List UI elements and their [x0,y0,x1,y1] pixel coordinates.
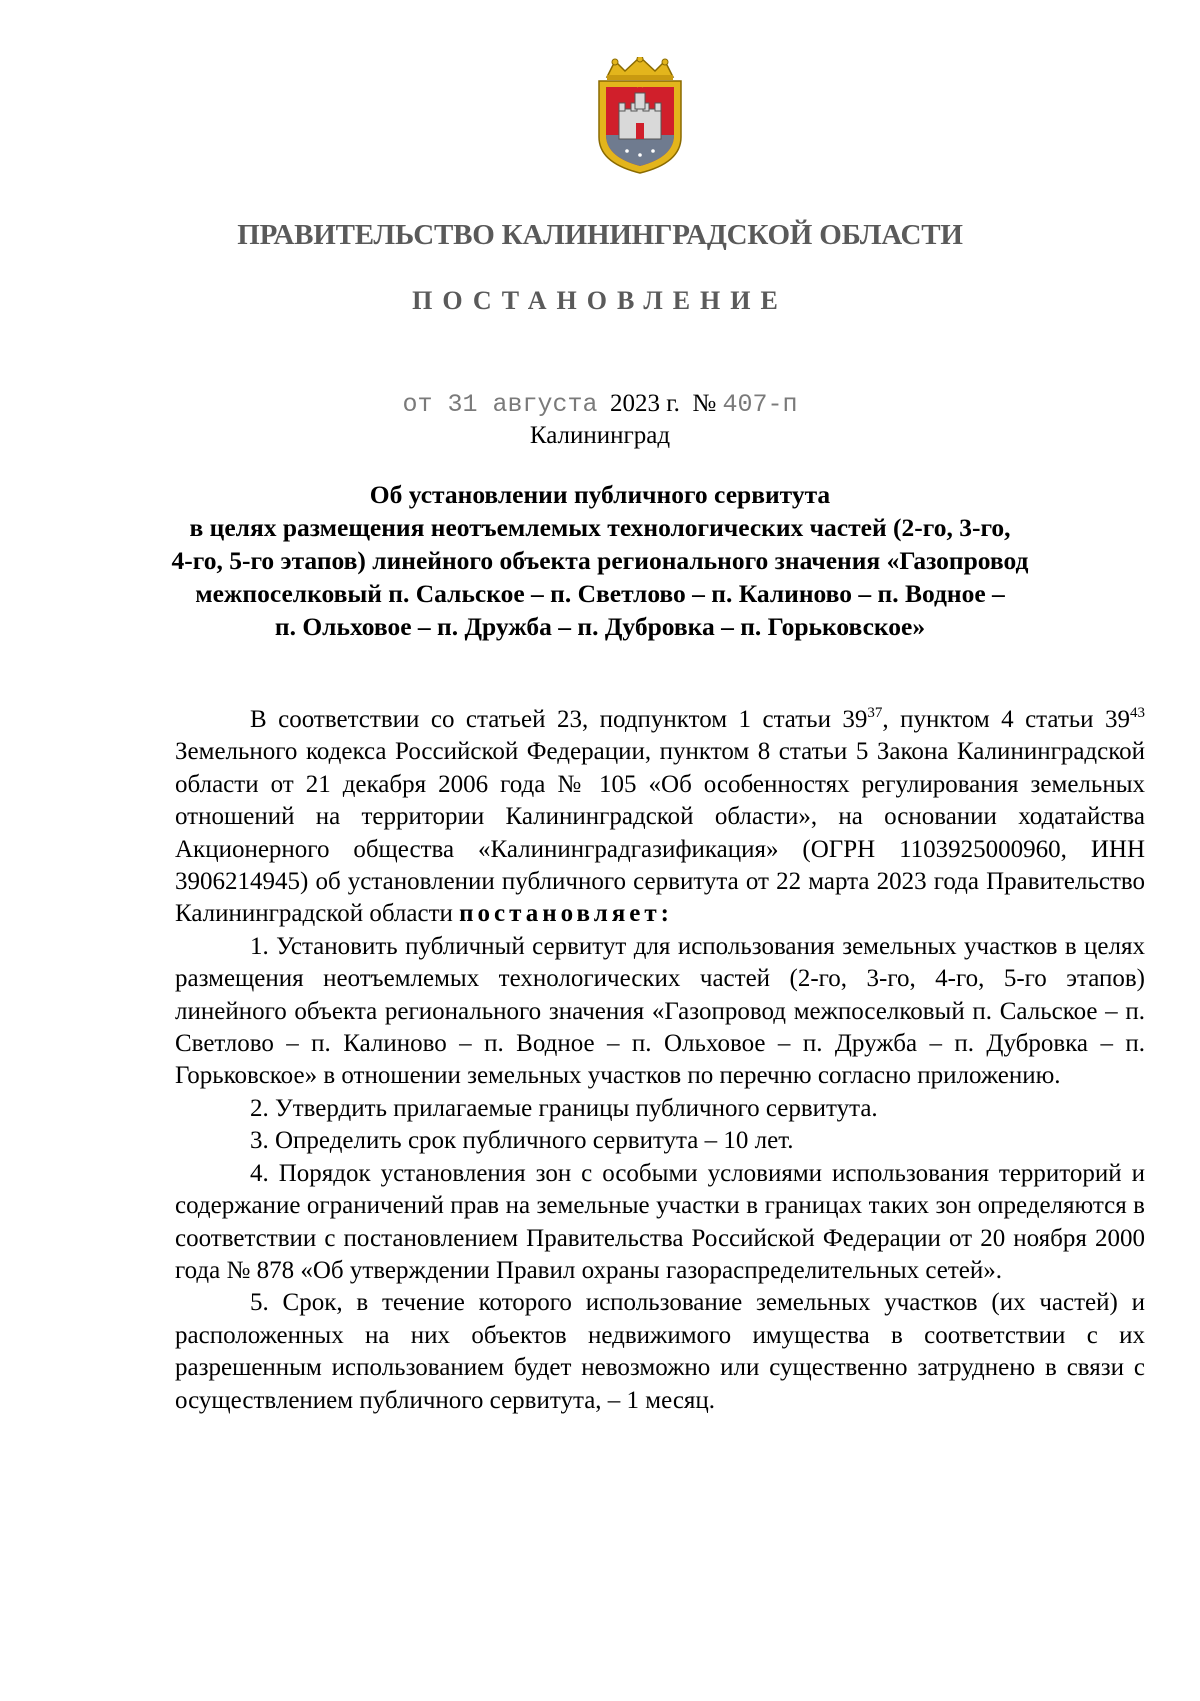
resolves-word: постановляет: [459,900,673,928]
item-5: 5. Срок, в течение которого использование земельных участков (их частей) и расположенных на них объектов недвижимого имущества в соответствии с их разрешенным использованием будет невозможно или существенно затруднено в связи с осуществлением публичного сервитута, – 1 месяц. [175,1289,1145,1414]
item-1: 1. Установить публичный сервитут для использования земельных участков в целях размещения неотъемлемых технологических частей (2-го, 3-го, 4-го, 5-го этапов) линейного объекта регионального значения «Газопровод межпоселковый п. Сальское – п. Светлово – п. Калиново – п. Водное – п. Ольховое – п. Дружба – п. Дубровка – п. Горьковское» в отношении земельных участков по перечню согласно приложению. [175,932,1145,1090]
item-4: 4. Порядок установления зон с особыми условиями использования территорий и содержание ограничений прав на земельные участки в границах таких зон определяются в соответствии с постановлением Правительства Российской Федерации от 20 ноября 2000 года № 878 «Об утверждении Правил охраны газораспределительных сетей». [175,1159,1145,1284]
superscript: 43 [1130,705,1146,721]
item-3: 3. Определить срок публичного сервитута – 10 лет. [250,1127,794,1155]
date-number-line [0,390,1200,419]
document-body [175,704,1145,1417]
document-number: 407-п [722,390,798,419]
coat-of-arms-icon [593,57,687,175]
preamble-paragraph: В соответствии со статьей 23, подпунктом 1 статьи $39^{37}$, пунктом 4 статьи $39^{43}$ Земельного кодекса Российской Федерации, пунктом 8 статьи 5 Закона Калининградской области от 21 декабря 2006 года № 105 «Об особенностях регулирования земельных отношений на территории Калининградской области», на основании ходатайства Акционерного общества «Калининградгазификация» (ОГРН 1103925000960, ИНН 3906214945) об установлении публичного сервитута от 22 марта 2023 года Правительство Калининградской области постановляет: [175,705,1146,928]
number-sign: № [692,390,717,417]
item-2: 2. Утвердить прилагаемые границы публичного сервитута. [250,1094,878,1122]
government-title: ПРАВИТЕЛЬСТВО КАЛИНИНГРАДСКОЙ ОБЛАСТИ [237,219,963,251]
subject-line: 4-го, 5-го этапов) линейного объекта регионального значения «Газопровод [171,546,1029,575]
document-date: от 31 августа [402,390,598,419]
subject-line: Об установлении публичного сервитута [369,480,831,509]
subject-line: п. Ольховое – п. Дружба – п. Дубровка – п. Горьковское» [274,612,926,641]
superscript: 37 [867,705,883,721]
document-kind: ПОСТАНОВЛЕНИЕ [412,286,788,315]
document-city: Калининград [529,422,671,449]
subject-line: межпоселковый п. Сальское – п. Светлово – п. Калиново – п. Водное – [195,579,1005,608]
subject-line: в целях размещения неотъемлемых технологических частей (2-го, 3-го, [189,513,1011,542]
document-subject [150,478,1050,643]
document-year: 2023 г. [609,390,680,417]
